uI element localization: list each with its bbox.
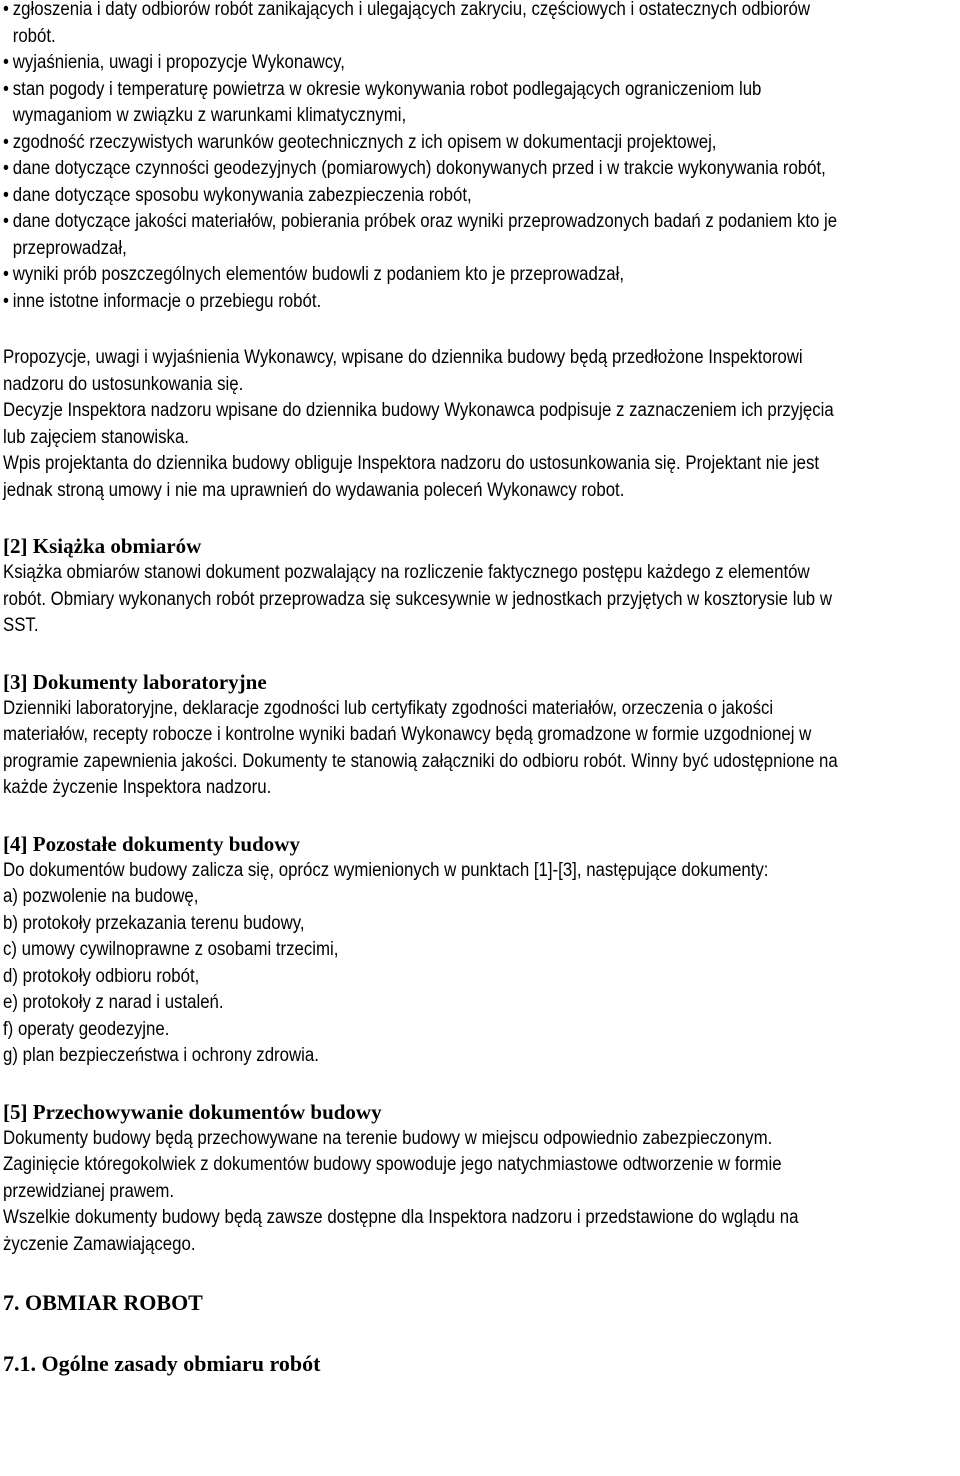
section-heading-measurement-book: [2] Książka obmiarów	[3, 534, 202, 558]
diary-entry-bullet-list	[3, 0, 850, 315]
bullet-item: • zgodność rzeczywistych warunków geotechnicznych z ich opisem w dokumentacji projektowej,	[3, 130, 850, 157]
document-list	[3, 884, 850, 1070]
paragraph: Propozycje, uwagi i wyjaśnienia Wykonawcy, wpisane do dziennika budowy będą przedłożone Inspektorowi nadzoru do ustosunkowania się.	[3, 347, 803, 395]
paragraph: Decyzje Inspektora nadzoru wpisane do dziennika budowy Wykonawca podpisuje z zaznaczeniem ich przyjęcia lub zajęciem stanowiska.	[3, 400, 834, 448]
spacer	[3, 1318, 850, 1349]
spacer	[3, 504, 850, 533]
section-heading-laboratory-documents: [3] Dokumenty laboratoryjne	[3, 669, 267, 694]
paragraph: Książka obmiarów stanowi dokument pozwalający na rozliczenie faktycznego postępu każdego z elementów robót. Obmiary wykonanych robót przeprowadza się sukcesywnie w jednostkach przyjętych w kosztorysie lub w SST.	[3, 562, 832, 636]
list-item: g) plan bezpieczeństwa i ochrony zdrowia.	[3, 1045, 319, 1066]
spacer	[3, 1070, 850, 1099]
document-page	[3, 0, 850, 1379]
list-item: d) protokoły odbioru robót,	[3, 965, 200, 987]
bullet-item: • inne istotne informacje o przebiegu robót.	[3, 289, 850, 316]
list-item: a) pozwolenie na budowę,	[3, 886, 199, 907]
bullet-item: • wyniki prób poszczególnych elementów budowli z podaniem kto je przeprowadzał,	[3, 262, 850, 289]
spacer	[3, 315, 850, 345]
bullet-item: • stan pogody i temperaturę powietrza w okresie wykonywania robot podlegających ograniczeniom lub wymaganiom w związku z warunkami klimatycznymi,	[3, 77, 850, 130]
bullet-item: • zgłoszenia i daty odbiorów robót zanikających i ulegających zakryciu, częściowych i ostatecznych odbiorów robót.	[3, 0, 850, 50]
bullet-item: • dane dotyczące jakości materiałów, pobierania próbek oraz wyniki przeprowadzonych badań z podaniem kto je przeprowadzał,	[3, 209, 850, 262]
paragraph: Do dokumentów budowy zalicza się, oprócz wymienionych w punktach [1]-[3], następujące dokumenty:	[3, 859, 769, 881]
section-heading-other-documents: [4] Pozostałe dokumenty budowy	[3, 831, 300, 856]
bullet-item: • wyjaśnienia, uwagi i propozycje Wykonawcy,	[3, 50, 850, 77]
bullet-item: • dane dotyczące sposobu wykonywania zabezpieczenia robót,	[3, 183, 850, 210]
chapter-heading: 7. OBMIAR ROBOT	[3, 1290, 203, 1315]
spacer	[3, 640, 850, 669]
list-item: c) umowy cywilnoprawne z osobami trzecimi,	[3, 939, 339, 960]
paragraph: Wpis projektanta do dziennika budowy obliguje Inspektora nadzoru do ustosunkowania się. Projektant nie jest jednak stroną umowy i nie ma uprawnień do wydawania poleceń Wykonawcy robot.	[3, 453, 820, 501]
paragraph: Wszelkie dokumenty budowy będą zawsze dostępne dla Inspektora nadzoru i przedstawione do wglądu na życzenie Zamawiającego.	[3, 1207, 799, 1255]
list-item: f) operaty geodezyjne.	[3, 1018, 170, 1040]
spacer	[3, 1258, 850, 1288]
paragraph: Dokumenty budowy będą przechowywane na terenie budowy w miejscu odpowiednio zabezpieczonym. Zaginięcie któregokolwiek z dokumentów budowy spowoduje jego natychmiastowe odtworzenie w formie przewidzianej prawem.	[3, 1127, 782, 1202]
sub-chapter-heading: 7.1. Ogólne zasady obmiaru robót	[3, 1351, 321, 1376]
bullet-item: • dane dotyczące czynności geodezyjnych (pomiarowych) dokonywanych przed i w trakcie wykonywania robót,	[3, 156, 850, 183]
paragraph: Dzienniki laboratoryjne, deklaracje zgodności lub certyfikaty zgodności materiałów, orzeczenia o jakości materiałów, recepty robocze i kontrolne wyniki badań Wykonawcy będą gromadzone w formie uzgodnionej w programie zapewnienia jakości. Dokumenty te stanowią załączniki do odbioru robót. Winny być udostępnione na każde życzenie Inspektora nadzoru.	[3, 697, 838, 798]
section-heading-document-storage: [5] Przechowywanie dokumentów budowy	[3, 1099, 382, 1124]
list-item: b) protokoły przekazania terenu budowy,	[3, 912, 305, 934]
list-item: e) protokoły z narad i ustaleń.	[3, 992, 224, 1013]
spacer	[3, 802, 850, 831]
